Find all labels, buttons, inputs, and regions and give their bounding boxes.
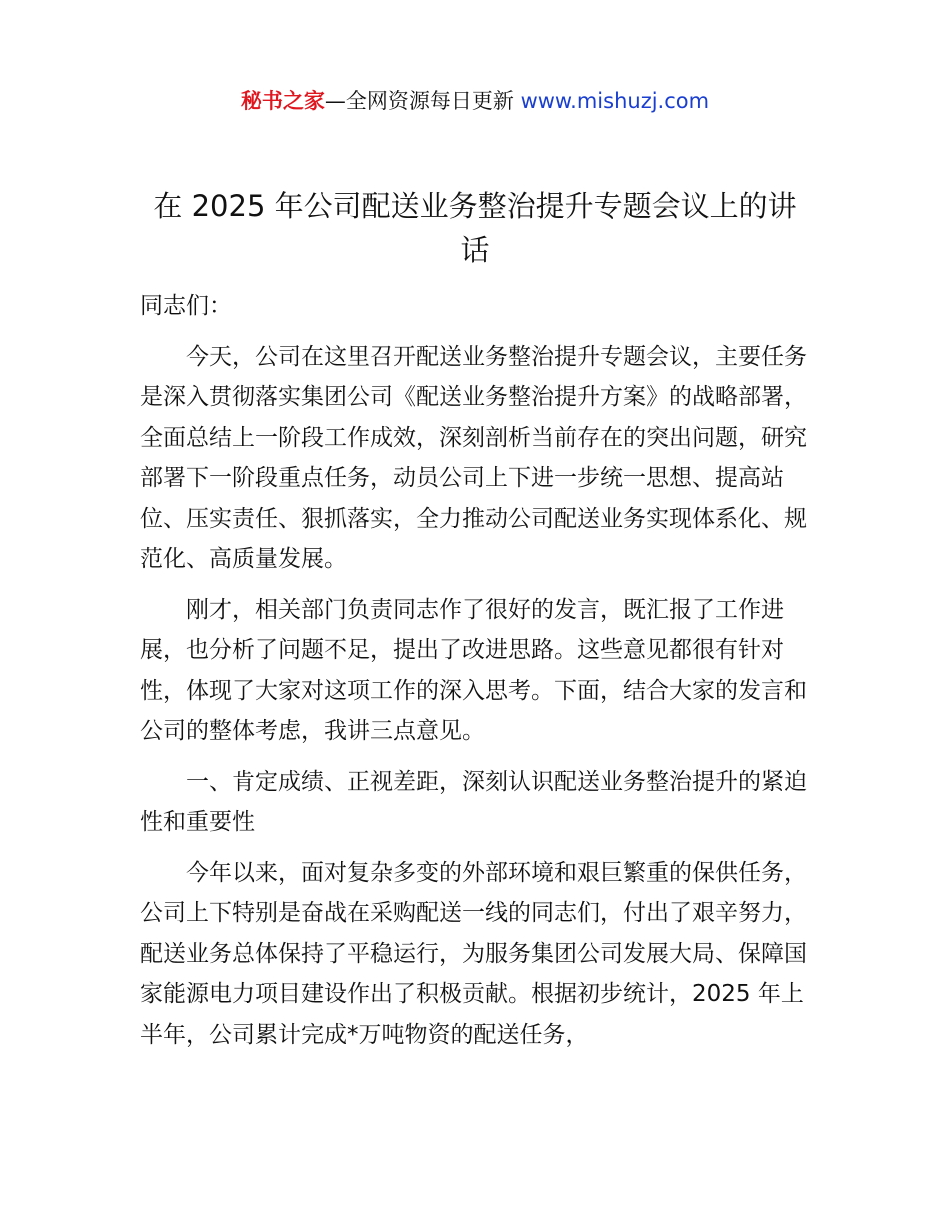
section-heading-1: 一、肯定成绩、正视差距，深刻认识配送业务整治提升的紧迫性和重要性 [140, 768, 807, 835]
salutation: 同志们： [140, 293, 232, 319]
site-tagline: —全网资源每日更新 [324, 89, 514, 113]
site-header [0, 86, 950, 116]
paragraph-achievements: 今年以来，面对复杂多变的外部环境和艰巨繁重的保供任务，公司上下特别是奋战在采购配送一线的同志们，付出了艰辛努力，配送业务总体保持了平稳运行，为服务集团公司发展大局、保障国家能源电力项目建设作出了积极贡献。根据初步统计，2025 年上半年，公司累计完成*万吨物资的配送任务， [140, 859, 807, 1048]
document-title: 在 2025 年公司配送业务整治提升专题会议上的讲话 [153, 189, 797, 267]
site-brand: 秘书之家 [240, 89, 325, 113]
paragraph-remarks: 刚才，相关部门负责同志作了很好的发言，既汇报了工作进展，也分析了问题不足，提出了改进思路。这些意见都很有针对性，体现了大家对这项工作的深入思考。下面，结合大家的发言和公司的整体考虑，我讲三点意见。 [140, 596, 807, 744]
document-body [140, 286, 812, 1065]
paragraph-intro: 今天，公司在这里召开配送业务整治提升专题会议，主要任务是深入贯彻落实集团公司《配送业务整治提升方案》的战略部署，全面总结上一阶段工作成效，深刻剖析当前存在的突出问题，研究部署下一阶段重点任务，动员公司上下进一步统一思想、提高站位、压实责任、狠抓落实，全力推动公司配送业务实现体系化、规范化、高质量发展。 [140, 343, 807, 572]
site-url-link[interactable]: www.mishuzj.com [520, 89, 710, 113]
